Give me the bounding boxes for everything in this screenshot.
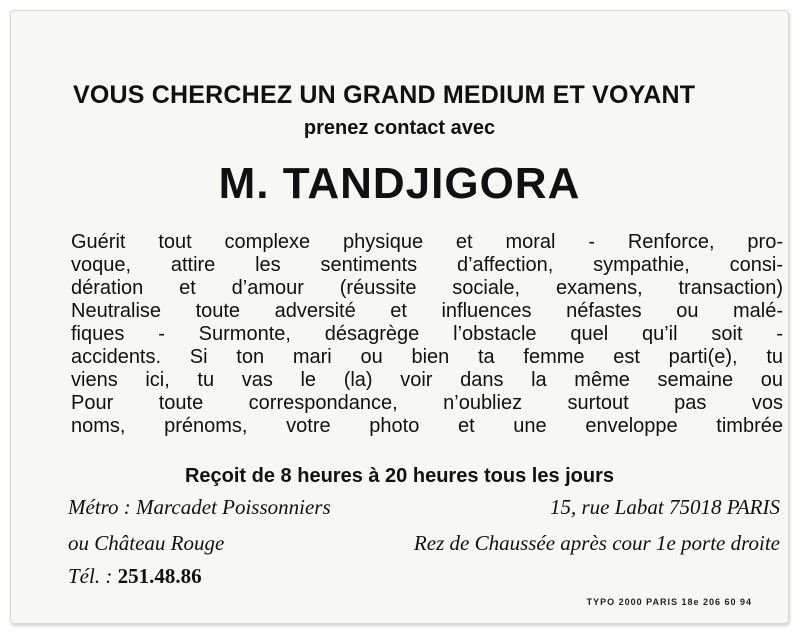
- description-line: Guérit tout complexe physique et moral - Renforce, pro-: [71, 231, 783, 253]
- printer-mark: TYPO 2000 PARIS 18e 206 60 94: [586, 597, 752, 607]
- description-line: Pour toute correspondance, n’oubliez surtout pas vos: [71, 392, 783, 414]
- metro-floor-row: [68, 531, 780, 556]
- phone-label: Tél. :: [68, 564, 113, 588]
- metro-secondary: ou Château Rouge: [68, 531, 225, 555]
- metro-address-row: [68, 495, 780, 520]
- description-line: accidents. Si ton mari ou bien ta femme est parti(e), tu: [71, 346, 783, 368]
- phone-row: [68, 564, 780, 589]
- headline: VOUS CHERCHEZ UN GRAND MEDIUM ET VOYANT: [73, 81, 696, 109]
- description-line: voque, attire les sentiments d’affection, sympathie, consi-: [71, 254, 783, 276]
- medium-name: M. TANDJIGORA: [218, 159, 581, 208]
- business-card: [10, 10, 789, 624]
- description-line: dération et d’amour (réussite sociale, examens, transaction): [71, 277, 783, 299]
- floor-directions: Rez de Chaussée après cour 1e porte droite: [413, 531, 780, 555]
- phone-number: 251.48.86: [117, 564, 202, 588]
- description-line: noms, prénoms, votre photo et une enveloppe timbrée: [71, 415, 783, 437]
- street-address: 15, rue Labat 75018 PARIS: [549, 495, 780, 519]
- subline: prenez contact avec: [303, 117, 496, 139]
- description-line: fiques - Surmonte, désagrège l’obstacle quel qu’il soit -: [71, 323, 783, 345]
- metro-primary: Métro : Marcadet Poissonniers: [68, 495, 331, 519]
- opening-hours: Reçoit de 8 heures à 20 heures tous les jours: [184, 465, 615, 487]
- description-line: Neutralise toute adversité et influences néfastes ou malé-: [71, 300, 783, 322]
- description-line: viens ici, tu vas le (la) voir dans la même semaine ou: [71, 369, 783, 391]
- description-paragraph: [71, 231, 783, 438]
